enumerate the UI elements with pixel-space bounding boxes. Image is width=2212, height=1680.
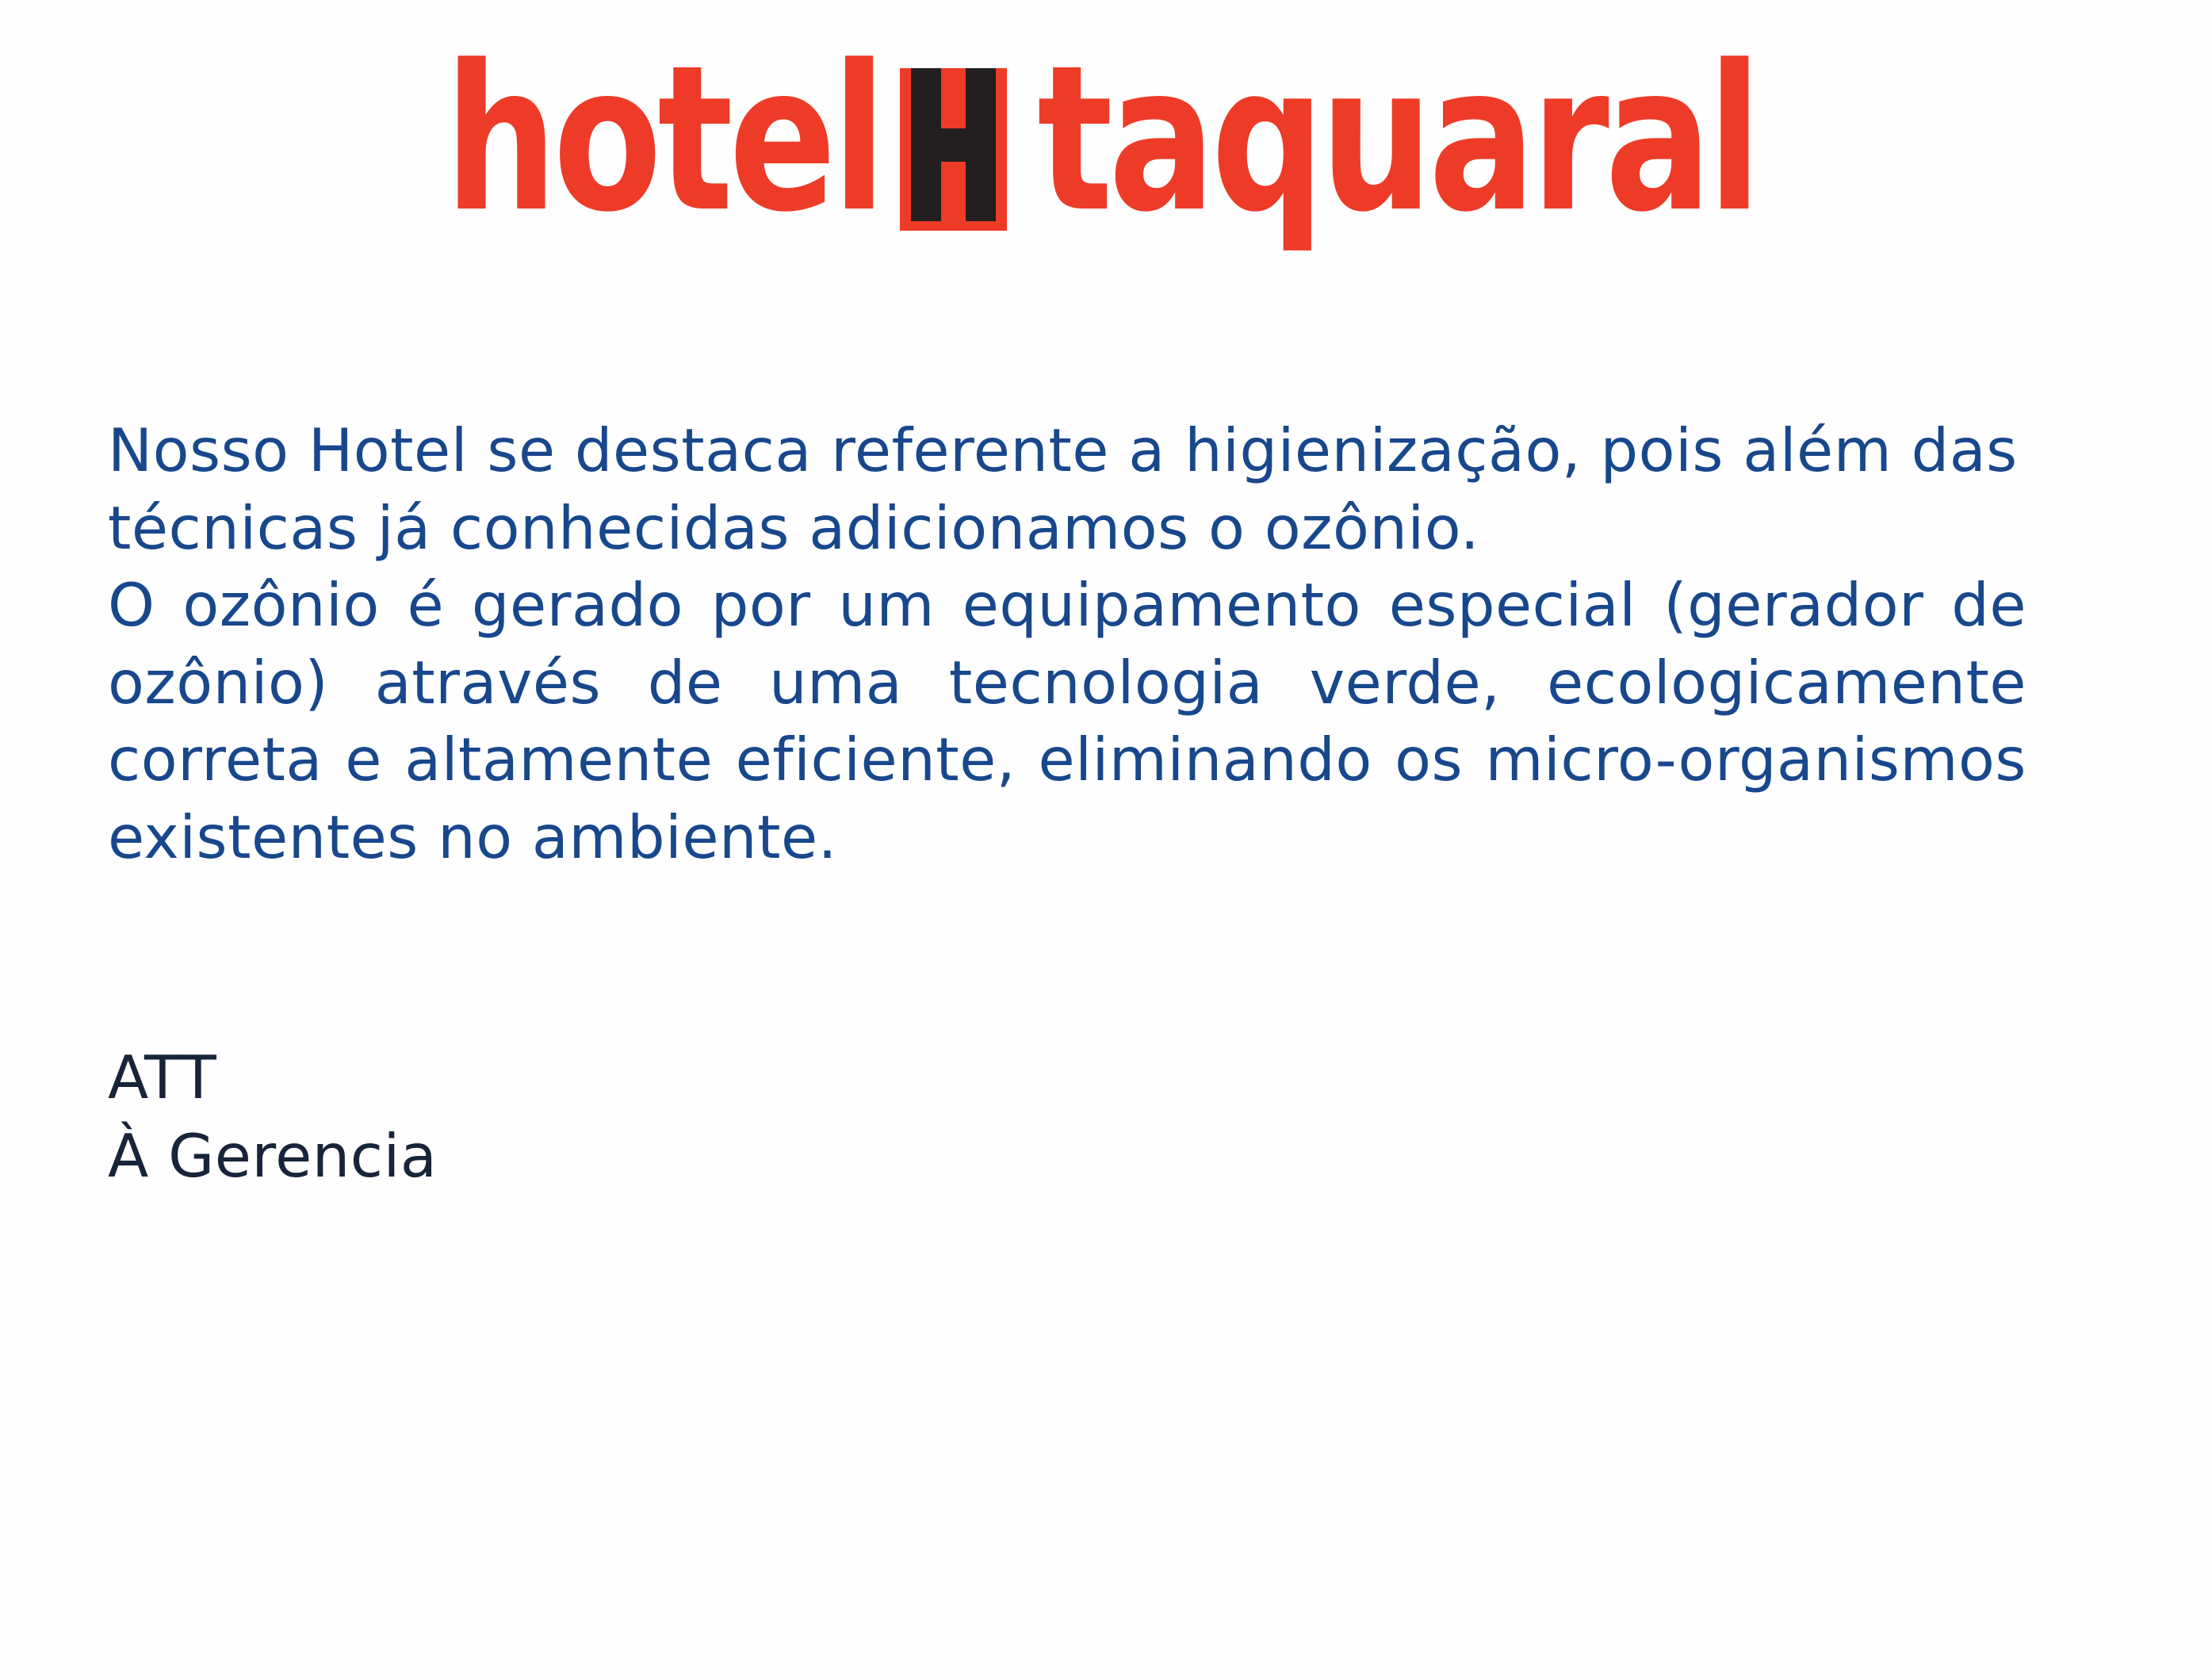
logo-text-right: taquaral xyxy=(1036,21,1758,257)
logo-mark-cap-bottom xyxy=(900,221,1007,231)
hotel-logo xyxy=(0,21,2212,257)
logo-lockup xyxy=(428,21,1785,257)
letter-body xyxy=(108,412,2026,876)
logo-text-left: hotel xyxy=(444,21,882,257)
body-paragraph-2: O ozônio é gerado por um equipamento especial (gerador de ozônio) através de uma tecnologia verde, ecologicamente correta e altamente eficiente, eliminando os micro-organismos existentes no ambiente. xyxy=(108,570,2026,872)
h-monogram-icon xyxy=(900,68,1007,231)
signature-line-2: À Gerencia xyxy=(108,1121,438,1191)
signature-line-1: ATT xyxy=(108,1043,217,1112)
signature-block xyxy=(108,1039,437,1196)
logo-mark-bar-mid xyxy=(911,128,996,162)
body-paragraph-1: Nosso Hotel se destaca referente a higienização, pois além das técnicas já conhecidas adicionamos o ozônio. xyxy=(108,415,2018,563)
